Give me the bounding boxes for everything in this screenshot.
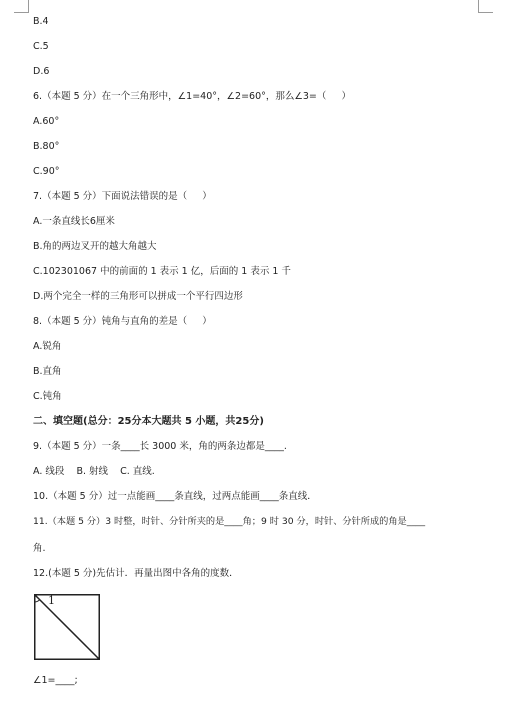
option-b-q8: B.直角	[33, 366, 62, 377]
option-b-q6: B.80°	[33, 141, 60, 152]
question-9-choices: A. 线段 B. 射线 C. 直线.	[33, 466, 155, 477]
question-10: 10.（本题 5 分）过一点能画____条直线，过两点能画____条直线．	[33, 491, 317, 502]
option-c-q6: C.90°	[33, 166, 60, 177]
answer-angle-1: ∠1=____;	[33, 675, 78, 686]
question-11: 11.（本题 5 分）3 时整，时针、分针所夹的是____角；9 时 30 分，时针、分针所成的角是____	[33, 516, 426, 527]
option-c-q7: C.102301067 中的前面的 1 表示 1 亿，后面的 1 表示 1 千	[33, 266, 291, 277]
option-a-q6: A.60°	[33, 116, 60, 127]
option-b-q5: B.4	[33, 16, 49, 27]
question-9: 9.（本题 5 分）一条____长 3000 米，角的两条边都是____.	[33, 441, 287, 452]
option-d-q7: D.两个完全一样的三角形可以拼成一个平行四边形	[33, 291, 243, 302]
angle-label: 1	[48, 594, 55, 607]
angle-figure-drawing	[34, 594, 100, 660]
option-c-q5: C.5	[33, 41, 49, 52]
option-a-q7: A.一条直线长6厘米	[33, 216, 115, 227]
angle-figure	[34, 594, 100, 660]
question-11-continued: 角.	[33, 543, 46, 554]
question-12: 12.(本题 5 分)先估计．再量出图中各角的度数．	[33, 568, 239, 579]
question-7: 7.（本题 5 分）下面说法错误的是（ ）	[33, 191, 212, 202]
page-corner-mark-right	[478, 0, 493, 13]
option-b-q7: B.角的两边叉开的越大角越大	[33, 241, 157, 252]
option-a-q8: A.锐角	[33, 341, 62, 352]
page-corner-mark-left	[14, 0, 29, 13]
option-c-q8: C.钝角	[33, 391, 62, 402]
option-d-q5: D.6	[33, 66, 50, 77]
question-8: 8.（本题 5 分）钝角与直角的差是（ ）	[33, 316, 212, 327]
question-6: 6.（本题 5 分）在一个三角形中，∠1=40°，∠2=60°，那么∠3=（ ）	[33, 91, 351, 102]
section-heading-fill-blank: 二、填空题(总分：25分本大题共 5 小题，共25分)	[33, 416, 264, 427]
diagonal-line	[35, 595, 100, 660]
